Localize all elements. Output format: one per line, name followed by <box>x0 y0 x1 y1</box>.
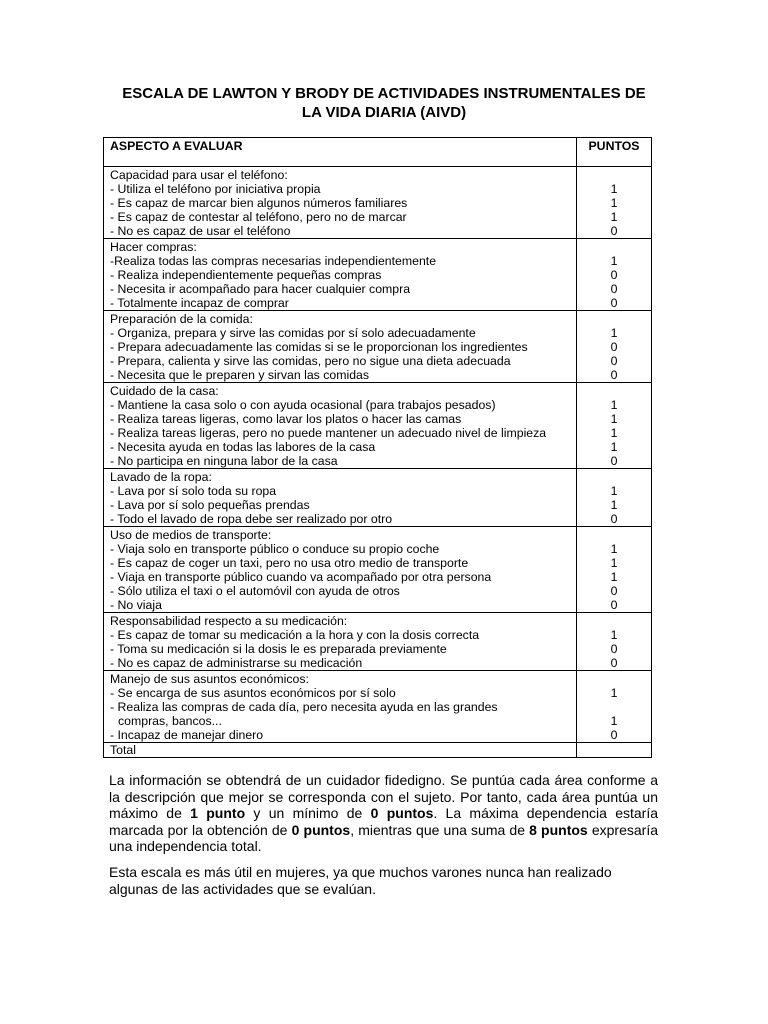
item-text: - Es capaz de tomar su medicación a la hora y con la dosis correcta <box>110 628 480 642</box>
item-text: - Prepara adecuadamente las comidas si se le proporcionan los ingredientes <box>110 340 528 354</box>
item-text: - Realiza las compras de cada día, pero necesita ayuda en las grandes <box>110 700 498 714</box>
header-aspect: ASPECTO A EVALUAR <box>104 138 577 167</box>
item-text: - Realiza tareas ligeras, pero no puede mantener un adecuado nivel de limpieza <box>110 426 547 440</box>
header-points: PUNTOS <box>577 138 652 167</box>
points-spacer <box>577 384 651 398</box>
para-text: . La máxima dependencia estaría marcada por la obtención de <box>109 805 658 838</box>
item-text: - Viaja solo en transporte público o conduce su propio coche <box>110 542 440 556</box>
item-text: - Lava por sí solo toda su ropa <box>110 484 277 498</box>
item-text: - Sólo utiliza el taxi o el automóvil con ayuda de otros <box>110 584 400 598</box>
item-points: 1 <box>610 440 618 454</box>
points-spacer <box>577 672 651 686</box>
section-heading: Capacidad para usar el teléfono: <box>110 168 288 182</box>
section-heading: Preparación de la comida: <box>110 312 253 326</box>
item-text: - Organiza, prepara y sirve las comidas por sí solo adecuadamente <box>110 326 476 340</box>
item-points: 1 <box>610 714 618 728</box>
item-text: - Todo el lavado de ropa debe ser realizado por otro <box>110 512 393 526</box>
section-aspect-cell <box>104 671 577 743</box>
points-spacer <box>577 470 651 484</box>
para-text: expresaría una independencia total. <box>109 821 659 854</box>
section-points-cell <box>577 613 652 671</box>
item-points: 0 <box>610 296 618 310</box>
points-spacer <box>577 240 651 254</box>
title-line-2: LA VIDA DIARIA (AIVD) <box>301 104 467 121</box>
title-line-1: ESCALA DE LAWTON Y BRODY DE ACTIVIDADES INSTRUMENTALES DE <box>122 85 646 102</box>
item-points: 0 <box>610 282 618 296</box>
para-bold-dependence: 0 puntos <box>291 821 351 838</box>
item-points: 1 <box>610 412 618 426</box>
section-points-cell <box>577 311 652 383</box>
item-text: - No viaja <box>110 598 162 612</box>
points-spacer <box>577 312 651 326</box>
section-heading: Hacer compras: <box>110 240 197 254</box>
item-text: - Necesita que le preparen y sirvan las comidas <box>110 368 370 382</box>
item-points: 0 <box>610 354 618 368</box>
points-spacer <box>577 528 651 542</box>
item-points: 0 <box>610 268 618 282</box>
section-row <box>104 167 652 239</box>
total-row <box>104 743 652 758</box>
item-text: - Realiza independientemente pequeñas compras <box>110 268 382 282</box>
item-text: - Toma su medicación si la dosis le es preparada previamente <box>110 642 447 656</box>
section-heading: Cuidado de la casa: <box>110 384 219 398</box>
item-text: - Realiza tareas ligeras, como lavar los platos o hacer las camas <box>110 412 462 426</box>
item-text: - Utiliza el teléfono por iniciativa propia <box>110 182 321 196</box>
section-aspect-cell <box>104 469 577 527</box>
item-text: - Viaja en transporte público cuando va acompañado por otra persona <box>110 570 492 584</box>
para-text: , mientras que una suma de <box>350 821 530 838</box>
para-text: La información se obtendrá de un cuidador fidedigno. Se puntúa cada área conforme a la descripción que mejor se corresponda con el sujeto. Por tanto, cada área puntúa un máximo de <box>109 772 658 821</box>
section-points-cell <box>577 469 652 527</box>
item-text: - Prepara, calienta y sirve las comidas, pero no sigue una dieta adecuada <box>110 354 511 368</box>
para-bold-max: 1 punto <box>190 805 246 821</box>
section-points-cell <box>577 383 652 469</box>
item-points: 0 <box>610 368 618 382</box>
item-points: 1 <box>610 210 618 224</box>
section-row <box>104 527 652 613</box>
section-points-cell <box>577 239 652 311</box>
para-text: y un mínimo de <box>245 805 371 821</box>
item-points: 0 <box>610 584 618 598</box>
item-text: - Es capaz de marcar bien algunos números familiares <box>110 196 408 210</box>
section-aspect-cell <box>104 383 577 469</box>
item-points: 1 <box>610 426 618 440</box>
para-bold-independence: 8 puntos <box>529 821 588 838</box>
item-points: 0 <box>610 656 618 670</box>
para-bold-min: 0 puntos <box>370 805 434 821</box>
section-row <box>104 613 652 671</box>
points-spacer <box>577 168 651 182</box>
item-points: 1 <box>610 686 618 700</box>
item-points: 1 <box>610 182 618 196</box>
section-aspect-cell <box>104 311 577 383</box>
item-text: - No es capaz de administrarse su medicación <box>110 656 363 670</box>
item-text: - Totalmente incapaz de comprar <box>110 296 289 310</box>
item-points: 0 <box>610 512 618 526</box>
note-paragraph: Esta escala es más útil en mujeres, ya que muchos varones nunca han realizado algunas de las actividades que se evalúan. <box>109 864 612 897</box>
section-points-cell <box>577 527 652 613</box>
item-text: - No es capaz de usar el teléfono <box>110 224 291 238</box>
table-body <box>104 167 652 743</box>
item-text: - Mantiene la casa solo o con ayuda ocasional (para trabajos pesados) <box>110 398 496 412</box>
item-points: 0 <box>610 728 618 742</box>
document-title <box>104 84 664 122</box>
item-points: 0 <box>610 454 618 468</box>
item-points: 1 <box>610 196 618 210</box>
total-value <box>577 743 652 758</box>
item-text: - Necesita ir acompañado para hacer cualquier compra <box>110 282 411 296</box>
item-points: 1 <box>610 542 618 556</box>
item-points: 1 <box>610 254 618 268</box>
points-spacer <box>577 614 651 628</box>
item-points: 0 <box>610 642 618 656</box>
section-heading: Lavado de la ropa: <box>110 470 212 484</box>
item-text: - Necesita ayuda en todas las labores de la casa <box>110 440 376 454</box>
item-points: 1 <box>610 556 618 570</box>
section-heading: Uso de medios de transporte: <box>110 528 272 542</box>
item-text: - Lava por sí solo pequeñas prendas <box>110 498 310 512</box>
instructions-paragraph <box>109 772 658 855</box>
item-points: 1 <box>610 326 618 340</box>
item-text: - Es capaz de contestar al teléfono, pero no de marcar <box>110 210 407 224</box>
section-row <box>104 671 652 743</box>
section-aspect-cell <box>104 239 577 311</box>
item-text: - Se encarga de sus asuntos económicos por sí solo <box>110 686 396 700</box>
item-points: 1 <box>610 398 618 412</box>
item-points: 0 <box>610 340 618 354</box>
section-heading: Manejo de sus asuntos económicos: <box>110 672 309 686</box>
section-row <box>104 383 652 469</box>
section-aspect-cell <box>104 527 577 613</box>
item-points: 1 <box>610 628 618 642</box>
item-text: - No participa en ninguna labor de la casa <box>110 454 338 468</box>
section-aspect-cell <box>104 613 577 671</box>
section-row <box>104 239 652 311</box>
section-heading: Responsabilidad respecto a su medicación: <box>110 614 348 628</box>
item-points <box>577 700 651 714</box>
evaluation-table <box>103 137 652 758</box>
item-points: 1 <box>610 570 618 584</box>
item-text: - Incapaz de manejar dinero <box>110 728 264 742</box>
item-text: - Es capaz de coger un taxi, pero no usa otro medio de transporte <box>110 556 469 570</box>
item-text: -Realiza todas las compras necesarias independientemente <box>110 254 437 268</box>
item-text: compras, bancos... <box>118 714 222 728</box>
section-row <box>104 311 652 383</box>
item-points: 0 <box>610 598 618 612</box>
total-label: Total <box>104 743 577 758</box>
section-aspect-cell <box>104 167 577 239</box>
section-row <box>104 469 652 527</box>
item-points: 1 <box>610 484 618 498</box>
section-points-cell <box>577 671 652 743</box>
section-points-cell <box>577 167 652 239</box>
item-points: 1 <box>610 498 618 512</box>
table-header-row <box>104 138 652 167</box>
item-points: 0 <box>610 224 618 238</box>
